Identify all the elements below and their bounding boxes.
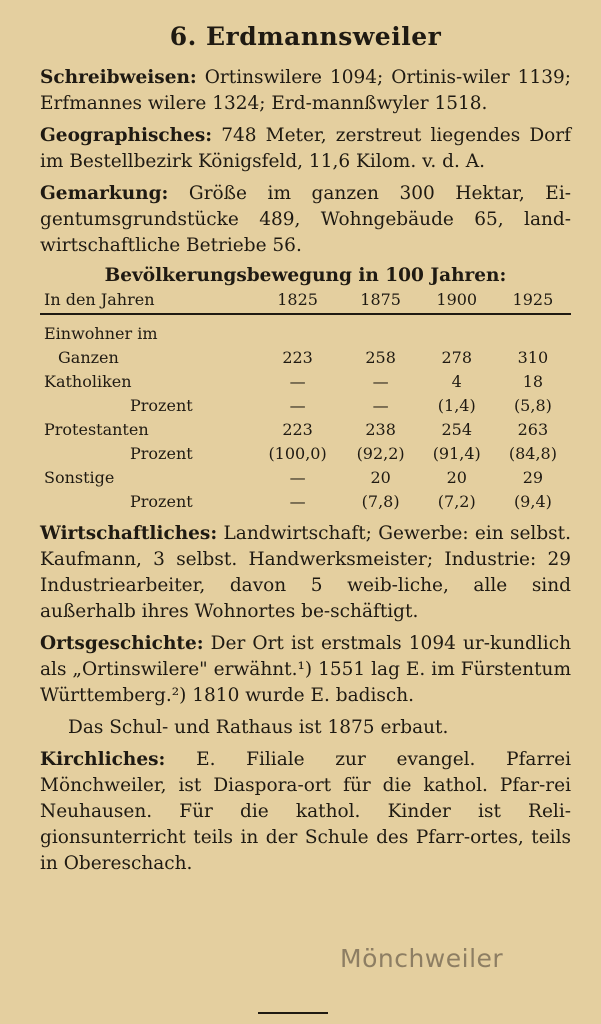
table-row	[40, 417, 571, 441]
table-cell: (84,8)	[508, 443, 557, 463]
population-table	[40, 288, 571, 513]
section-kirchliches	[40, 747, 571, 877]
geographisches-label: Geographisches:	[40, 125, 213, 146]
table-row	[40, 465, 571, 489]
row-label: Einwohner im	[44, 323, 158, 343]
kirchliches-label: Kirchliches:	[40, 749, 166, 770]
table-cell: 238	[365, 419, 396, 439]
schreibweisen-label: Schreibweisen:	[40, 67, 197, 88]
table-row	[40, 441, 571, 465]
table-cell: —	[289, 395, 306, 415]
table-cell: 4	[451, 371, 462, 391]
table-cell: —	[372, 371, 389, 391]
gemarkung-label: Gemarkung:	[40, 183, 169, 204]
column-header: 1900	[419, 288, 495, 314]
watermark-text: Mönchweiler	[340, 944, 504, 973]
row-label: Katholiken	[44, 371, 132, 391]
column-header: 1925	[495, 288, 571, 314]
table-cell: (7,8)	[361, 491, 400, 511]
table-row	[40, 314, 571, 345]
table-row	[40, 489, 571, 513]
table-cell: (9,4)	[513, 491, 552, 511]
table-cell: (92,2)	[356, 443, 405, 463]
section-wirtschaftliches	[40, 521, 571, 625]
column-header: 1875	[343, 288, 419, 314]
table-cell: (91,4)	[432, 443, 481, 463]
wirtschaftliches-label: Wirtschaftliches:	[40, 523, 218, 544]
population-heading: Bevölkerungsbewegung in 100 Jahren:	[104, 265, 507, 286]
table-cell: —	[289, 371, 306, 391]
table-cell: 20	[446, 467, 467, 487]
table-cell: —	[289, 491, 306, 511]
table-cell: 18	[522, 371, 544, 391]
gemarkung-text: Größe im ganzen 300 Hektar, Ei-gentumsgrundstücke 489, Wohngebäude 65, land-wirtschaftliche Betriebe 56.	[40, 183, 571, 256]
row-label: Sonstige	[44, 467, 115, 487]
table-cell	[419, 314, 495, 345]
row-label: Protestanten	[44, 419, 149, 439]
table-cell	[343, 314, 419, 345]
table-cell: (1,4)	[437, 395, 476, 415]
table-cell: 254	[441, 419, 473, 439]
row-label: Ganzen	[58, 347, 119, 367]
ortsgeschichte-text-2: Das Schul- und Rathaus ist 1875 erbaut.	[68, 717, 449, 738]
table-cell: 310	[517, 347, 549, 367]
table-cell: 278	[441, 347, 473, 367]
row-label: Prozent	[130, 491, 193, 511]
table-cell: (5,8)	[513, 395, 552, 415]
row-label: Prozent	[130, 395, 193, 415]
section-ortsgeschichte	[40, 631, 571, 709]
table-cell: (100,0)	[268, 443, 327, 463]
table-row	[40, 345, 571, 369]
ortsgeschichte-label: Ortsgeschichte:	[40, 633, 204, 654]
geographisches-text: 748 Meter, zerstreut liegendes Dorf im Bestellbezirk Königsfeld, 11,6 Kilom. v. d. A.	[40, 125, 571, 172]
table-cell: 258	[365, 347, 396, 367]
section-gemarkung	[40, 181, 571, 259]
ortsgeschichte-text: Der Ort ist erstmals 1094 ur-kundlich als „Ortinswilere" erwähnt.¹) 1551 lag E. im Fürstentum Württemberg.²) 1810 wurde E. badisch.	[40, 633, 571, 706]
section-geographisches	[40, 123, 571, 175]
section-schreibweisen	[40, 65, 571, 117]
table-cell: 223	[282, 419, 313, 439]
table-cell: 223	[282, 347, 313, 367]
schreibweisen-text: Ortinswilere 1094; Ortinis-wiler 1139; Erfmannes wilere 1324; Erd-mannßwyler 1518.	[40, 67, 571, 114]
table-cell: —	[289, 467, 306, 487]
bottom-divider	[258, 1012, 328, 1014]
table-row	[40, 393, 571, 417]
column-header: In den Jahren	[40, 288, 253, 314]
table-cell	[253, 314, 343, 345]
table-cell: 29	[522, 467, 544, 487]
table-cell: (7,2)	[437, 491, 476, 511]
kirchliches-text: E. Filiale zur evangel. Pfarrei Mönchweiler, ist Diaspora-ort für die kathol. Pfar-rei Neuhausen. Für die kathol. Kinder ist Reli-gionsunterricht teils in der Schule des Pfarr-ortes, teils in Obereschach.	[40, 749, 572, 874]
page-title: 6. Erdmannsweiler	[169, 22, 442, 51]
table-cell: 20	[370, 467, 391, 487]
table-cell: —	[372, 395, 389, 415]
table-row	[40, 369, 571, 393]
wirtschaftliches-text: Landwirtschaft; Gewerbe: ein selbst. Kaufmann, 3 selbst. Handwerksmeister; Industrie: 29 Industriearbeiter, davon 5 weib-liche, alle sind außerhalb ihres Wohnortes be-schäftigt.	[40, 523, 571, 622]
table-cell: 263	[517, 419, 549, 439]
column-header: 1825	[253, 288, 343, 314]
table-cell	[495, 314, 571, 345]
row-label: Prozent	[130, 443, 193, 463]
